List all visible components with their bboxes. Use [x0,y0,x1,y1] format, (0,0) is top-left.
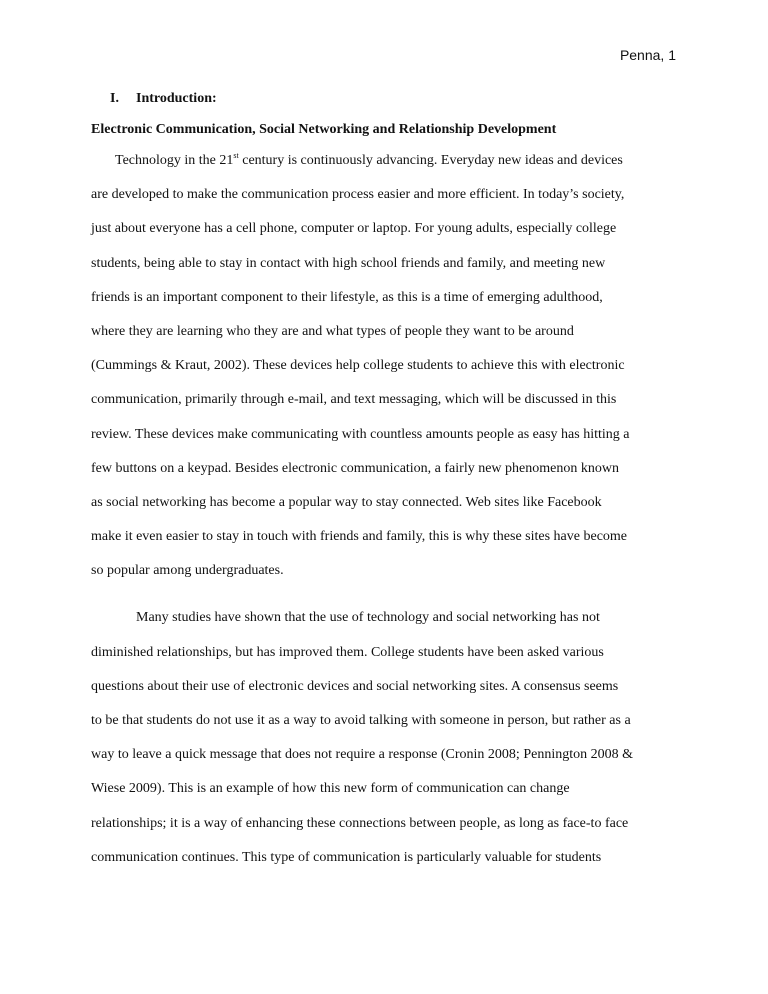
paragraph-line: review. These devices make communicating with countless amounts people as easy has hitting a [91,426,630,442]
paragraph-line: communication, primarily through e-mail, and text messaging, which will be discussed in this [91,392,617,408]
paragraph-2 [91,601,691,875]
subsection-heading: Electronic Communication, Social Networking and Relationship Development [91,122,557,137]
paragraph-line: Many studies have shown that the use of technology and social networking has not [136,610,600,626]
paragraph-line: so popular among undergraduates. [91,563,284,579]
paragraph-line: as social networking has become a popular way to stay connected. Web sites like Facebook [91,494,602,510]
paragraph-line: just about everyone has a cell phone, computer or laptop. For young adults, especially college [91,221,617,237]
paragraph-line: way to leave a quick message that does not require a response (Cronin 2008; Pennington 2008 & [91,747,633,763]
superscript: st [233,151,239,160]
paragraph-line: to be that students do not use it as a way to avoid talking with someone in person, but rather as a [91,713,631,728]
paragraph-line: questions about their use of electronic devices and social networking sites. A consensus seems [91,678,619,694]
paragraph-line: make it even easier to stay in touch with friends and family, this is why these sites have become [91,529,628,545]
paragraph-line: Wiese 2009). This is an example of how this new form of communication can change [91,781,570,797]
section-number: I. [110,91,119,106]
text-run: Technology in the 21 [115,153,234,168]
paragraph-line: diminished relationships, but has improved them. College students have been asked various [91,644,604,660]
paragraph-line: students, being able to stay in contact with high school friends and family, and meeting new [91,255,606,271]
page-header: Penna, 1 [619,47,676,63]
text-run: century is continuously advancing. Everyday new ideas and devices [238,153,623,168]
paragraph-line: (Cummings & Kraut, 2002). These devices help college students to achieve this with electronic [91,358,625,374]
document-body [91,144,691,875]
paragraph-line: relationships; it is a way of enhancing these connections between people, as long as face-to face [91,815,629,831]
paragraph-gap [91,588,691,601]
paragraph-line [91,144,691,178]
paragraph-line: where they are learning who they are and what types of people they want to be around [91,323,574,339]
paragraph-line: are developed to make the communication process easier and more efficient. In today’s society, [91,187,625,203]
paragraph-line: few buttons on a keypad. Besides electronic communication, a fairly new phenomenon known [91,460,619,476]
paragraph-line: communication continues. This type of communication is particularly valuable for students [91,849,602,865]
section-heading [110,91,217,107]
paragraph-1 [91,144,691,588]
section-title: Introduction: [136,91,217,106]
paragraph-line: friends is an important component to their lifestyle, as this is a time of emerging adulthood, [91,289,603,305]
